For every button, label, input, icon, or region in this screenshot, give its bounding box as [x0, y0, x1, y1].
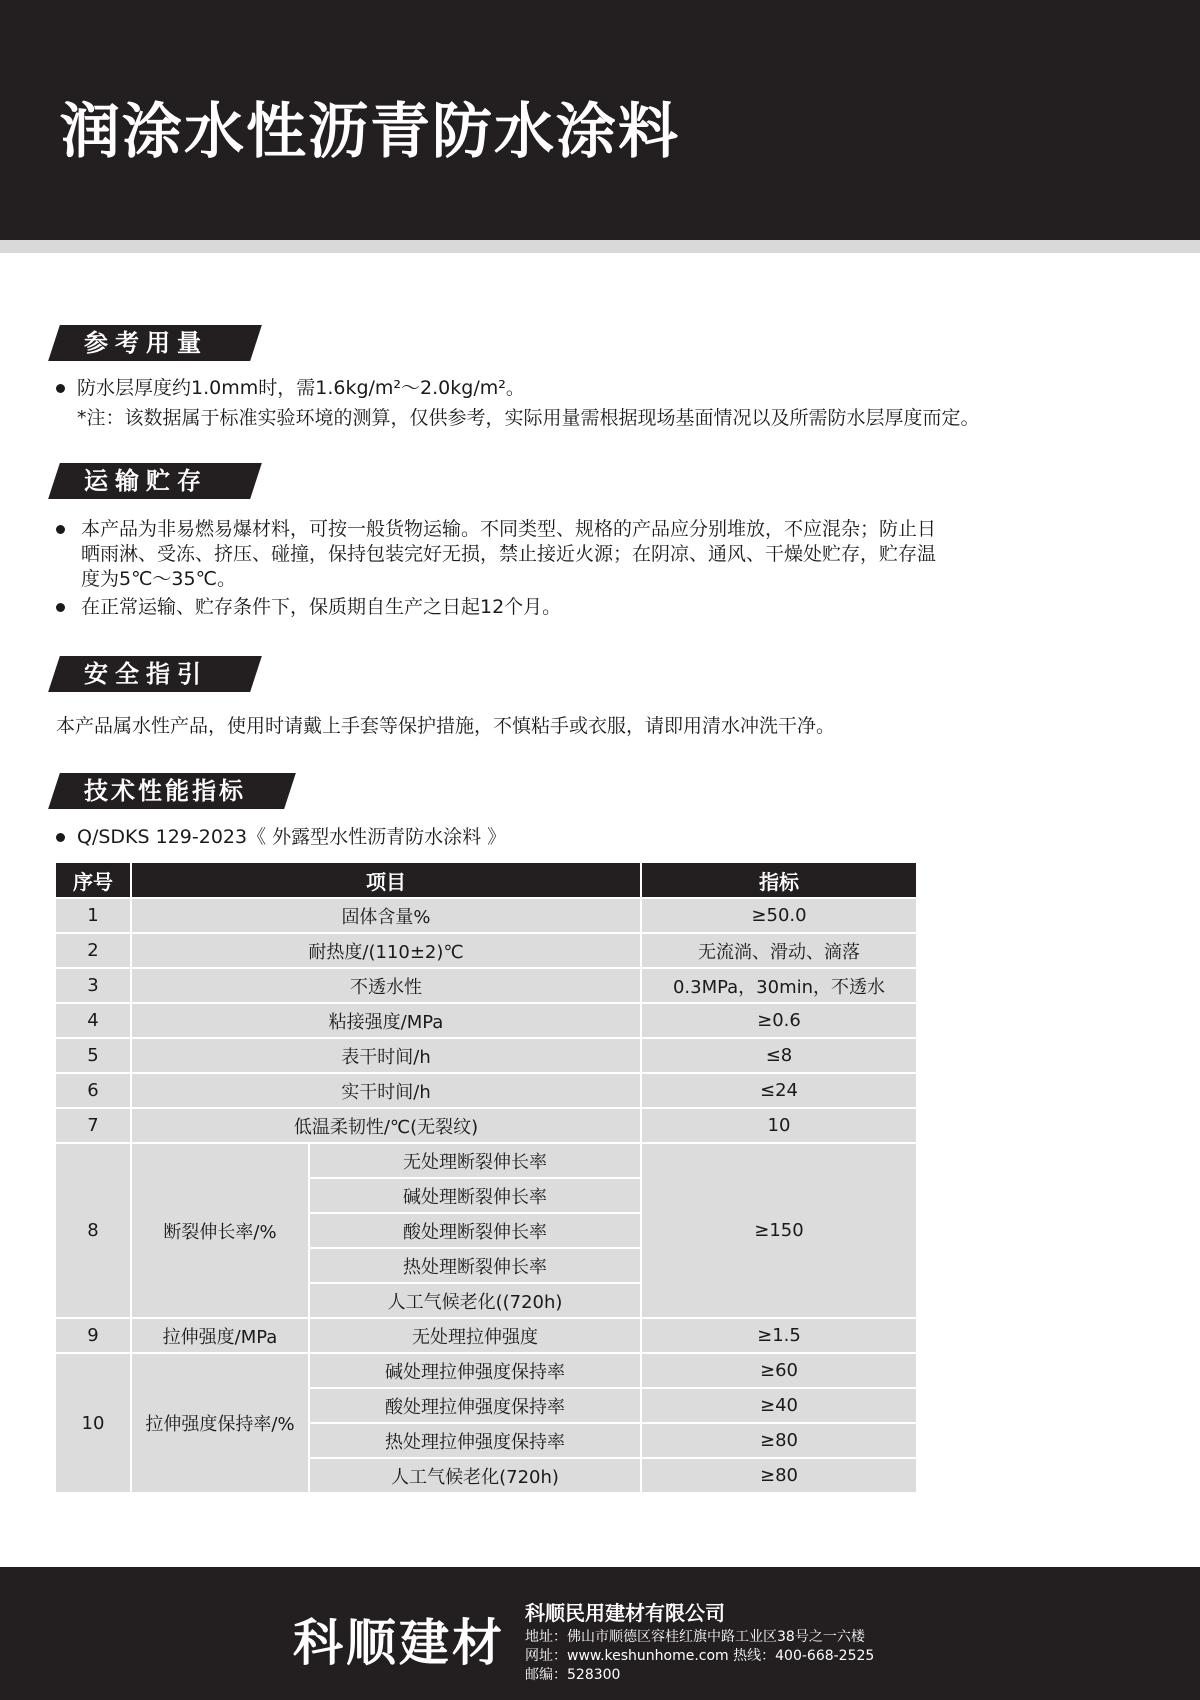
standard-reference: Q/SDKS 129-2023《 外露型水性沥青防水涂料 》	[77, 826, 507, 848]
section-title-usage: 参考用量	[84, 329, 208, 357]
cell-subitem: 无处理拉伸强度	[309, 1318, 641, 1353]
header-divider	[0, 240, 1200, 253]
safety-text: 本产品属水性产品，使用时请戴上手套等保护措施，不慎粘手或衣服，请即用清水冲洗干净。	[56, 715, 836, 737]
storage-paragraph-line: 本产品为非易燃易爆材料，可按一般货物运输。不同类型、规格的产品应分别堆放，不应混杂；防止日	[81, 518, 937, 540]
cell-value: ≥80	[641, 1458, 917, 1493]
cell-subitem: 人工气候老化(720h)	[309, 1458, 641, 1493]
cell-item: 耐热度/(110±2)℃	[131, 933, 641, 968]
section-tag-storage	[48, 463, 262, 499]
cell-no: 10	[55, 1353, 131, 1493]
bullet-dot	[56, 384, 65, 393]
cell-subitem: 碱处理拉伸强度保持率	[309, 1353, 641, 1388]
cell-subitem: 人工气候老化((720h)	[309, 1283, 641, 1318]
cell-value: ≥60	[641, 1353, 917, 1388]
cell-subitem: 无处理断裂伸长率	[309, 1143, 641, 1178]
bullet-dot	[56, 833, 65, 842]
section-title-storage: 运输贮存	[84, 467, 208, 495]
table-row	[55, 1073, 917, 1108]
cell-value: ≥150	[641, 1143, 917, 1318]
table-row	[55, 968, 917, 1003]
cell-no: 3	[55, 968, 131, 1003]
section-tag-usage	[48, 325, 262, 361]
table-row	[55, 1318, 917, 1353]
footer	[0, 1567, 1200, 1700]
cell-value: ≥80	[641, 1423, 917, 1458]
usage-line: 防水层厚度约1.0mm时，需1.6kg/m²～2.0kg/m²。	[77, 377, 525, 399]
table-row	[55, 1353, 917, 1388]
table-row	[55, 898, 917, 933]
company-address: 地址：佛山市顺德区容桂红旗中路工业区38号之一六楼	[525, 1629, 865, 1645]
header-item: 项目	[131, 862, 641, 898]
header-value: 指标	[641, 862, 917, 898]
cell-subitem: 酸处理拉伸强度保持率	[309, 1388, 641, 1423]
cell-no: 7	[55, 1108, 131, 1143]
company-name: 科顺民用建材有限公司	[525, 1601, 725, 1625]
bullet-dot	[56, 525, 65, 534]
cell-no: 6	[55, 1073, 131, 1108]
cell-no: 2	[55, 933, 131, 968]
cell-value: 无流淌、滑动、滴落	[641, 933, 917, 968]
storage-shelf-life: 在正常运输、贮存条件下，保质期自生产之日起12个月。	[81, 596, 562, 618]
table-row	[55, 933, 917, 968]
cell-subitem: 酸处理断裂伸长率	[309, 1213, 641, 1248]
cell-value: 10	[641, 1108, 917, 1143]
table-row	[55, 1003, 917, 1038]
brand-logo-text: 科顺建材	[293, 1614, 505, 1672]
cell-value: 0.3MPa，30min，不透水	[641, 968, 917, 1003]
cell-value: ≤24	[641, 1073, 917, 1108]
cell-subitem: 碱处理断裂伸长率	[309, 1178, 641, 1213]
table-row	[55, 1108, 917, 1143]
storage-paragraph-line: 度为5℃～35℃。	[81, 568, 236, 590]
page-title: 润涂水性沥青防水涂料	[60, 97, 680, 167]
cell-subitem: 热处理拉伸强度保持率	[309, 1423, 641, 1458]
cell-item: 粘接强度/MPa	[131, 1003, 641, 1038]
cell-subitem: 热处理断裂伸长率	[309, 1248, 641, 1283]
cell-item: 实干时间/h	[131, 1073, 641, 1108]
cell-group: 拉伸强度保持率/%	[131, 1353, 309, 1493]
section-tag-safety	[48, 656, 262, 692]
cell-value: ≤8	[641, 1038, 917, 1073]
table-row	[55, 1143, 917, 1178]
cell-item: 表干时间/h	[131, 1038, 641, 1073]
cell-no: 8	[55, 1143, 131, 1318]
cell-value: ≥40	[641, 1388, 917, 1423]
cell-group: 断裂伸长率/%	[131, 1143, 309, 1318]
section-tag-tech	[48, 773, 296, 809]
section-title-tech: 技术性能指标	[84, 777, 246, 805]
cell-no: 1	[55, 898, 131, 933]
header-banner	[0, 0, 1200, 240]
table-row	[55, 1038, 917, 1073]
spec-table	[54, 861, 918, 1494]
cell-value: ≥50.0	[641, 898, 917, 933]
cell-no: 9	[55, 1318, 131, 1353]
cell-group: 拉伸强度/MPa	[131, 1318, 309, 1353]
cell-no: 5	[55, 1038, 131, 1073]
company-postcode: 邮编：528300	[525, 1667, 621, 1683]
storage-paragraph-line: 晒雨淋、受冻、挤压、碰撞，保持包装完好无损，禁止接近火源；在阴凉、通风、干燥处贮存，贮存温	[81, 543, 937, 565]
cell-value: ≥0.6	[641, 1003, 917, 1038]
company-web-hotline: 网址：www.keshunhome.com 热线：400-668-2525	[525, 1648, 875, 1664]
cell-item: 固体含量%	[131, 898, 641, 933]
table-header-row	[55, 862, 917, 898]
header-no: 序号	[55, 862, 131, 898]
bullet-dot	[56, 603, 65, 612]
cell-item: 不透水性	[131, 968, 641, 1003]
cell-no: 4	[55, 1003, 131, 1038]
cell-item: 低温柔韧性/℃(无裂纹)	[131, 1108, 641, 1143]
cell-value: ≥1.5	[641, 1318, 917, 1353]
section-title-safety: 安全指引	[84, 660, 208, 688]
usage-note: *注：该数据属于标准实验环境的测算，仅供参考，实际用量需根据现场基面情况以及所需防水层厚度而定。	[77, 407, 980, 429]
